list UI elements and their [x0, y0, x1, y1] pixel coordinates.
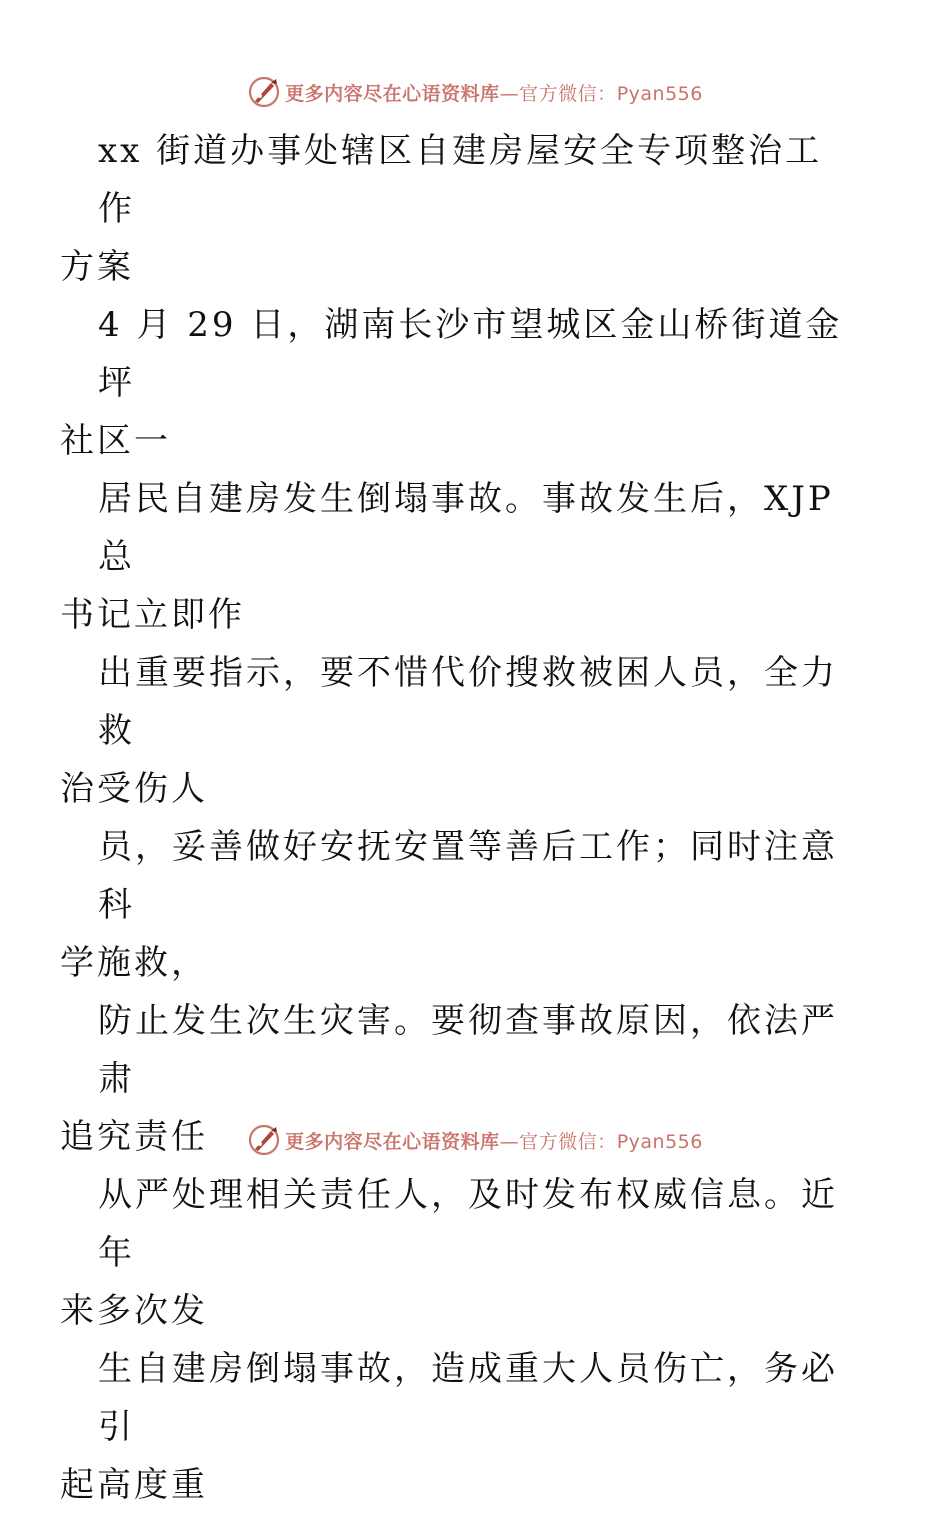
paragraph-line-2: 起高度重: [60, 1465, 208, 1505]
watermark-main: 更多内容尽在心语资料库: [285, 82, 500, 105]
paragraph-line-1: 防止发生次生灾害。要彻查事故原因，依法严肃: [98, 1001, 838, 1099]
quill-logo-icon: [247, 1123, 281, 1157]
title-line-1: xx 街道办事处辖区自建房屋安全专项整治工作: [98, 131, 823, 229]
paragraph-line-1: 出重要指示，要不惜代价搜救被困人员，全力救: [98, 653, 838, 751]
document-body: [60, 122, 858, 1514]
paragraph-line-1: 4 月 29 日，湖南长沙市望城区金山桥街道金坪: [98, 305, 843, 403]
paragraph-line-2: 来多次发: [60, 1291, 208, 1331]
watermark-text: [285, 79, 703, 106]
paragraph: [60, 1166, 858, 1340]
paragraph-line-1: 生自建房倒塌事故，造成重大人员伤亡，务必引: [98, 1349, 838, 1447]
paragraph-line-1: 居民自建房发生倒塌事故。事故发生后，XJP 总: [98, 479, 834, 577]
paragraph-line-1: 从严处理相关责任人，及时发布权威信息。近年: [98, 1175, 838, 1273]
watermark-sub: 官方微信：: [519, 82, 617, 105]
paragraph: [60, 1340, 858, 1514]
paragraph: [60, 644, 858, 818]
paragraph-line-1: 员，妥善做好安抚安置等善后工作；同时注意科: [98, 827, 838, 925]
paragraph-line-2: 治受伤人: [60, 769, 208, 809]
watermark-text: [285, 1127, 703, 1154]
paragraph: [60, 296, 858, 470]
watermark-dash: —: [499, 1130, 520, 1153]
watermark-id: Pyan556: [616, 1130, 703, 1153]
paragraph: [60, 470, 858, 644]
watermark-id: Pyan556: [616, 82, 703, 105]
paragraph-line-2: 追究责任: [60, 1117, 208, 1157]
footer-watermark: [0, 1120, 950, 1160]
document-title: [60, 122, 858, 296]
paragraph-line-2: 书记立即作: [60, 595, 245, 635]
watermark-sub: 官方微信：: [519, 1130, 617, 1153]
header-watermark: [0, 72, 950, 112]
paragraph-line-2: 学施救，: [60, 943, 208, 983]
paragraph-line-2: 社区一: [60, 421, 171, 461]
paragraph: [60, 818, 858, 992]
watermark-dash: —: [499, 82, 520, 105]
quill-logo-icon: [247, 75, 281, 109]
watermark-main: 更多内容尽在心语资料库: [285, 1130, 500, 1153]
title-line-2: 方案: [60, 247, 134, 287]
